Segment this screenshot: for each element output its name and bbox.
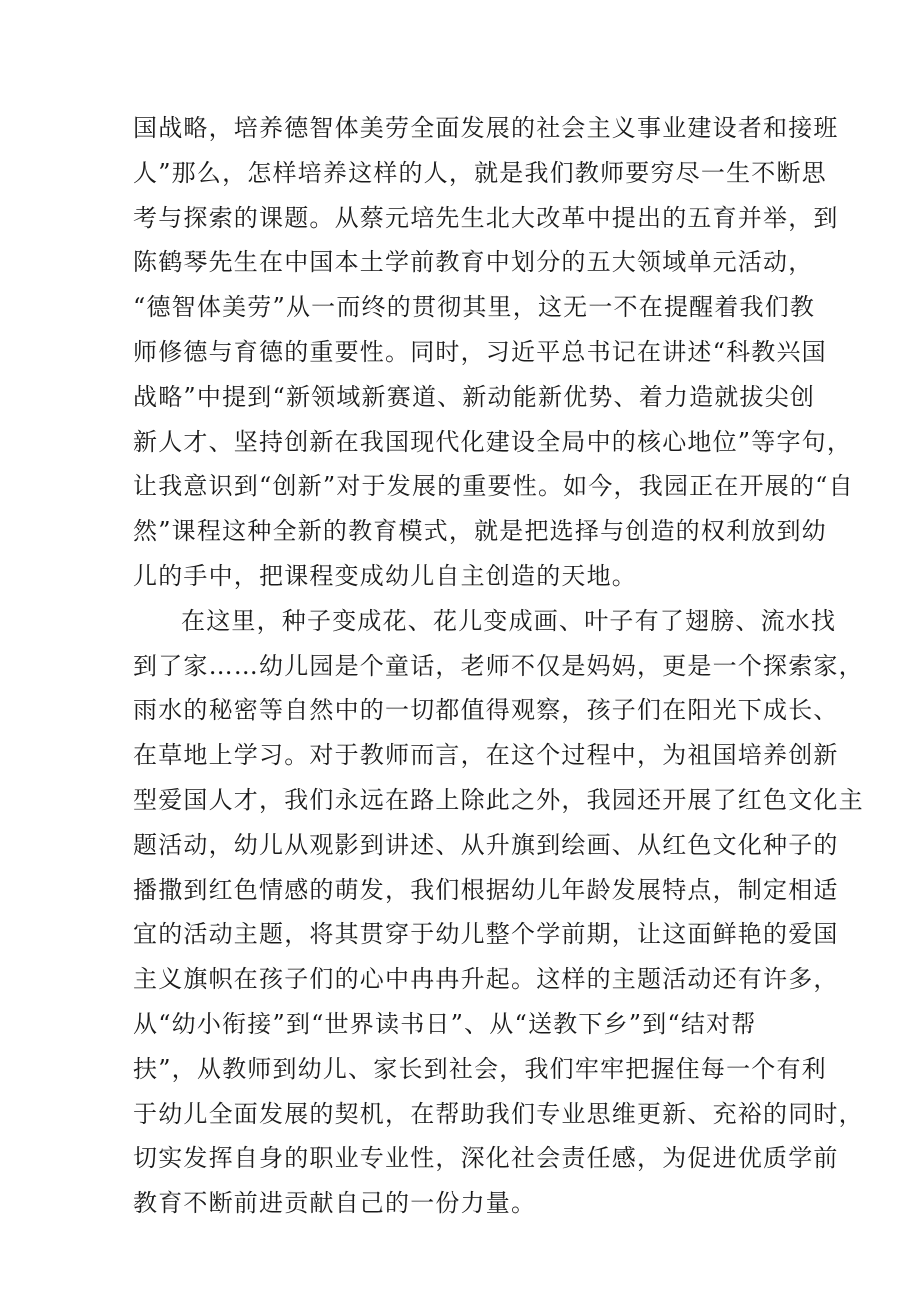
text-line: 从“幼小衔接”到“世界读书日”、从“送教下乡”到“结对帮 — [133, 1009, 757, 1038]
text-line: 陈鹤琴先生在中国本土学前教育中划分的五大领域单元活动， — [133, 248, 814, 277]
text-line: 宜的活动主题，将其贯穿于幼儿整个学前期，让这面鲜艳的爱国 — [133, 920, 839, 949]
text-line: 到了家……幼儿园是个童话，老师不仅是妈妈，更是一个探索家， — [133, 651, 864, 680]
text-line: 然”课程这种全新的教育模式，就是把选择与创造的权利放到幼 — [133, 517, 827, 546]
text-line: 主义旗帜在孩子们的心中冉冉升起。这样的主题活动还有许多， — [133, 965, 839, 994]
paragraph — [133, 106, 854, 599]
text-line: 人”那么，怎样培养这样的人，就是我们教师要穷尽一生不断思 — [133, 158, 827, 187]
text-line: 让我意识到“创新”对于发展的重要性。如今，我园正在开展的“自 — [133, 472, 854, 501]
text-line: 在这里，种子变成花、花儿变成画、叶子有了翅膀、流水找 — [181, 606, 837, 635]
document-body — [133, 106, 864, 1226]
text-line: 于幼儿全面发展的契机，在帮助我们专业思维更新、充裕的同时， — [133, 1099, 864, 1128]
text-line: 型爱国人才，我们永远在路上除此之外，我园还开展了红色文化主 — [133, 785, 864, 814]
text-line: 扶”，从教师到幼儿、家长到社会，我们牢牢把握住每一个有利 — [133, 1054, 827, 1083]
text-line: 国战略，培养德智体美劳全面发展的社会主义事业建设者和接班 — [133, 114, 839, 142]
text-line: 战略”中提到“新领域新赛道、新动能新优势、着力造就拔尖创 — [133, 382, 816, 411]
text-line: 考与探索的课题。从蔡元培先生北大改革中提出的五育并举，到 — [133, 203, 839, 232]
paragraph — [133, 599, 864, 1226]
text-line: 在草地上学习。对于教师而言，在这个过程中，为祖国培养创新 — [133, 741, 839, 770]
text-line: 播撒到红色情感的萌发，我们根据幼儿年龄发展特点，制定相适 — [133, 875, 839, 904]
text-line: 新人才、坚持创新在我国现代化建设全局中的核心地位”等字句， — [133, 427, 853, 456]
text-line: 教育不断前进贡献自己的一份力量。 — [133, 1189, 537, 1218]
text-line: 切实发挥自身的职业专业性，深化社会责任感，为促进优质学前 — [133, 1144, 839, 1173]
text-line: 题活动，幼儿从观影到讲述、从升旗到绘画、从红色文化种子的 — [133, 830, 839, 859]
text-line: 师修德与育德的重要性。同时，习近平总书记在讲述“科教兴国 — [133, 337, 827, 366]
text-line: “德智体美劳”从一而终的贯彻其里，这无一不在提醒着我们教 — [133, 293, 816, 322]
text-line: 雨水的秘密等自然中的一切都值得观察，孩子们在阳光下成长、 — [133, 696, 839, 725]
text-line: 儿的手中，把课程变成幼儿自主创造的天地。 — [133, 561, 637, 590]
